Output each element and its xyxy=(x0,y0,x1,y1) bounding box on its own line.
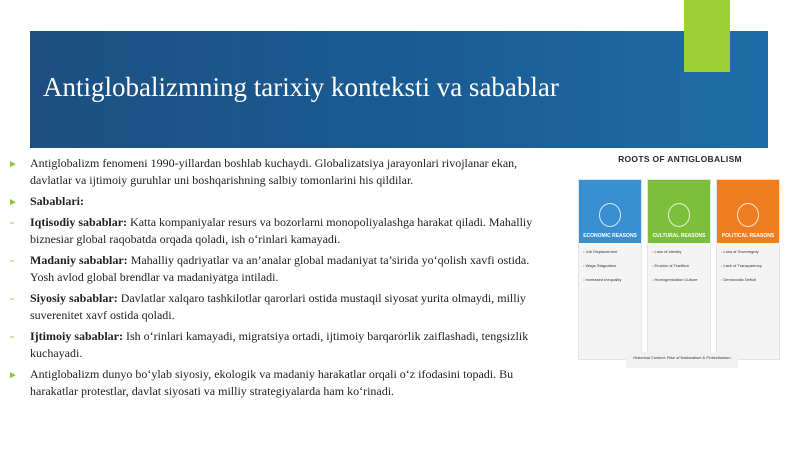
accent-bar xyxy=(684,0,730,72)
column-label: ECONOMIC REASONS xyxy=(583,233,637,239)
roots-infographic xyxy=(570,148,790,378)
reasons-heading-item xyxy=(8,193,553,210)
slide-content xyxy=(8,155,553,404)
list-item: • Job Displacement xyxy=(583,249,637,254)
list-item: • Lack of Transparency xyxy=(721,263,775,268)
reason-label: Ijtimoiy sabablar: xyxy=(30,329,123,343)
slide-title: Antiglobalizmning tarixiy konteksti va sabablar xyxy=(43,72,559,102)
intro-item xyxy=(8,155,553,189)
reason-text: Mahalliy qadriyatlar va an’analar global madaniyat ta’sirida yo‘qolish xavfi ostida. Yosh avlod global brendlar va madaniyatga intiladi. xyxy=(30,253,530,284)
list-item: • Loss of Identity xyxy=(652,249,706,254)
intro-text: Antiglobalizm fenomeni 1990-yillardan boshlab kuchaydi. Globalizatsiya jarayonlari rivojlanar ekan, davlatlar va ijtimoiy guruhlar uni boshqarishning salbiy tomonlarini his qildilar. xyxy=(30,156,518,187)
reason-label: Iqtisodiy sabablar: xyxy=(30,215,128,229)
column-economic xyxy=(578,179,642,360)
dot-bullet-icon: - xyxy=(10,252,15,267)
arrow-bullet-icon: ► xyxy=(8,370,18,381)
dot-bullet-icon: - xyxy=(10,290,15,305)
arrow-bullet-icon: ► xyxy=(8,197,18,208)
column-cultural xyxy=(647,179,711,360)
column-header xyxy=(579,180,641,243)
list-item: • Erosion of Tradition xyxy=(652,263,706,268)
column-label: CULTURAL REASONS xyxy=(652,233,706,239)
column-label: POLITICAL REASONS xyxy=(721,233,775,239)
infographic-title: ROOTS OF ANTIGLOBALISM xyxy=(618,154,742,164)
reason-economic xyxy=(8,214,553,248)
reason-text: Ish o‘rinlari kamayadi, migratsiya ortadi, ijtimoiy barqarorlik zaiflashadi, tengsizlik kuchayadi. xyxy=(30,329,529,360)
reason-social xyxy=(8,328,553,362)
list-item: • Wage Stagnation xyxy=(583,263,637,268)
list-item: • Democratic Deficit xyxy=(721,277,775,282)
infographic-footer: Historical Context: Rise of Nationalism & Protectionism xyxy=(626,352,738,368)
dot-bullet-icon: - xyxy=(10,214,15,229)
conclusion-text: Antiglobalizm dunyo bo‘ylab siyosiy, ekologik va madaniy harakatlar orqali o‘z ifodasini topadi. Bu harakatlar protestlar, davlat siyosati va milliy strategiyalarda ham ko‘rinadi. xyxy=(30,367,514,398)
reasons-heading: Sabablari: xyxy=(30,194,85,208)
dot-bullet-icon: - xyxy=(10,328,15,343)
list-item: • Increased Inequality xyxy=(583,277,637,282)
column-political xyxy=(716,179,780,360)
arrow-bullet-icon: ► xyxy=(8,159,18,170)
reason-label: Madaniy sabablar: xyxy=(30,253,128,267)
reason-text: Katta kompaniyalar resurs va bozorlarni monopoliyalashga harakat qiladi. Mahalliy biznesiar global raqobatda orqada qoladi, ish o‘rinlari kamayadi. xyxy=(30,215,533,246)
list-item: • Loss of Sovereignty xyxy=(721,249,775,254)
column-header xyxy=(648,180,710,243)
column-header xyxy=(717,180,779,243)
shield-icon xyxy=(737,203,759,227)
globe-icon xyxy=(668,203,690,227)
conclusion-item xyxy=(8,366,553,400)
factory-icon xyxy=(599,203,621,227)
reason-label: Siyosiy sabablar: xyxy=(30,291,118,305)
reason-cultural xyxy=(8,252,553,286)
list-item: • Homogenization Culture xyxy=(652,277,706,282)
reason-political xyxy=(8,290,553,324)
reason-text: Davlatlar xalqaro tashkilotlar qarorlari ostida mustaqil siyosat yurita olmaydi, milliy suverenitet xavf ostida qoladi. xyxy=(30,291,526,322)
